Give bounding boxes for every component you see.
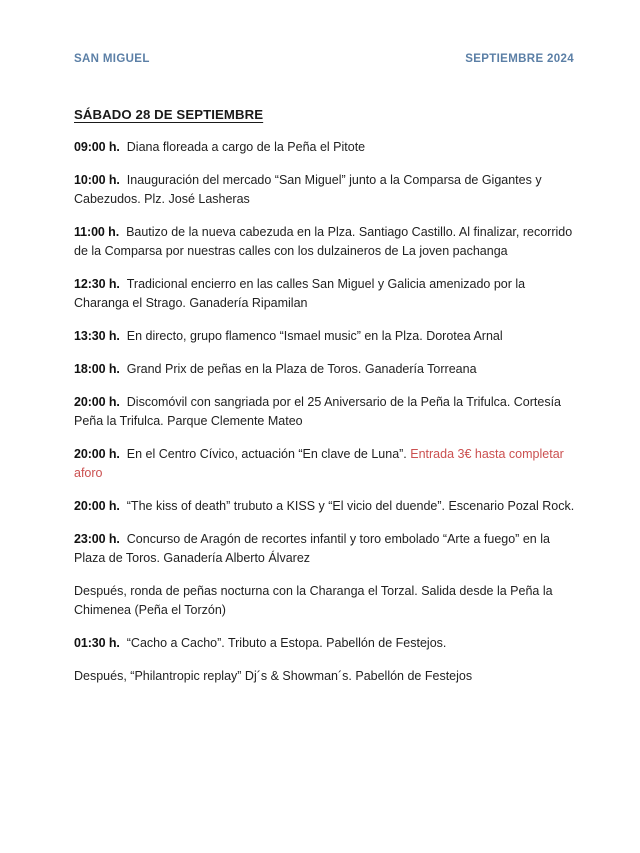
entry-description: En el Centro Cívico, actuación “En clave de Luna”.	[126, 447, 411, 461]
program-entry	[74, 445, 576, 483]
entry-description: Después, “Philantropic replay” Dj´s & Showman´s. Pabellón de Festejos	[74, 669, 473, 683]
entry-time: 18:00 h.	[74, 362, 120, 376]
program-entry	[74, 667, 576, 686]
entry-time: 01:30 h.	[74, 636, 120, 650]
entry-time: 13:30 h.	[74, 329, 120, 343]
running-head	[74, 53, 574, 65]
entry-description: Inauguración del mercado “San Miguel” junto a la Comparsa de Gigantes y Cabezudos. Plz. José Lasheras	[74, 173, 542, 206]
program-entry	[74, 530, 576, 568]
program-entry	[74, 223, 576, 261]
program-content	[74, 106, 576, 686]
program-entry	[74, 634, 576, 653]
entry-description: Diana floreada a cargo de la Peña el Pitote	[126, 140, 366, 154]
entry-time: 09:00 h.	[74, 140, 120, 154]
entry-time: 11:00 h.	[74, 225, 120, 239]
running-head-left: SAN MIGUEL	[74, 53, 150, 65]
entry-time: 20:00 h.	[74, 447, 120, 461]
program-entry	[74, 497, 576, 516]
program-entry	[74, 582, 576, 620]
entry-time: 12:30 h.	[74, 277, 120, 291]
program-entry	[74, 327, 576, 346]
program-entry	[74, 138, 576, 157]
entry-description: En directo, grupo flamenco “Ismael music” en la Plza. Dorotea Arnal	[126, 329, 503, 343]
entry-description: “Cacho a Cacho”. Tributo a Estopa. Pabellón de Festejos.	[126, 636, 447, 650]
entry-description: Bautizo de la nueva cabezuda en la Plza. Santiago Castillo. Al finalizar, recorrido de la Comparsa por nuestras calles con los dulzaineros de La joven pachanga	[74, 225, 573, 258]
entry-time: 20:00 h.	[74, 395, 120, 409]
program-entry-list	[74, 138, 576, 686]
entry-time: 20:00 h.	[74, 499, 120, 513]
entry-time: 23:00 h.	[74, 532, 120, 546]
entry-time: 10:00 h.	[74, 173, 120, 187]
entry-description: Tradicional encierro en las calles San Miguel y Galicia amenizado por la Charanga el Strago. Ganadería Ripamilan	[74, 277, 526, 310]
entry-highlight-note: Entrada 3€ hasta completar aforo	[74, 447, 564, 480]
entry-description: “The kiss of death” trubuto a KISS y “El vicio del duende”. Escenario Pozal Rock.	[126, 499, 575, 513]
entry-description: Después, ronda de peñas nocturna con la Charanga el Torzal. Salida desde la Peña la Chimenea (Peña el Torzón)	[74, 584, 553, 617]
program-entry	[74, 171, 576, 209]
program-entry	[74, 393, 576, 431]
entry-description: Grand Prix de peñas en la Plaza de Toros. Ganadería Torreana	[126, 362, 477, 376]
entry-description: Concurso de Aragón de recortes infantil y toro embolado “Arte a fuego” en la Plaza de Toros. Ganadería Alberto Álvarez	[74, 532, 550, 565]
running-head-right: SEPTIEMBRE 2024	[465, 53, 574, 65]
day-title: SÁBADO 28 DE SEPTIEMBRE	[74, 107, 264, 122]
program-entry	[74, 360, 576, 379]
program-entry	[74, 275, 576, 313]
entry-description: Discomóvil con sangriada por el 25 Aniversario de la Peña la Trifulca. Cortesía Peña la Trifulca. Parque Clemente Mateo	[74, 395, 562, 428]
